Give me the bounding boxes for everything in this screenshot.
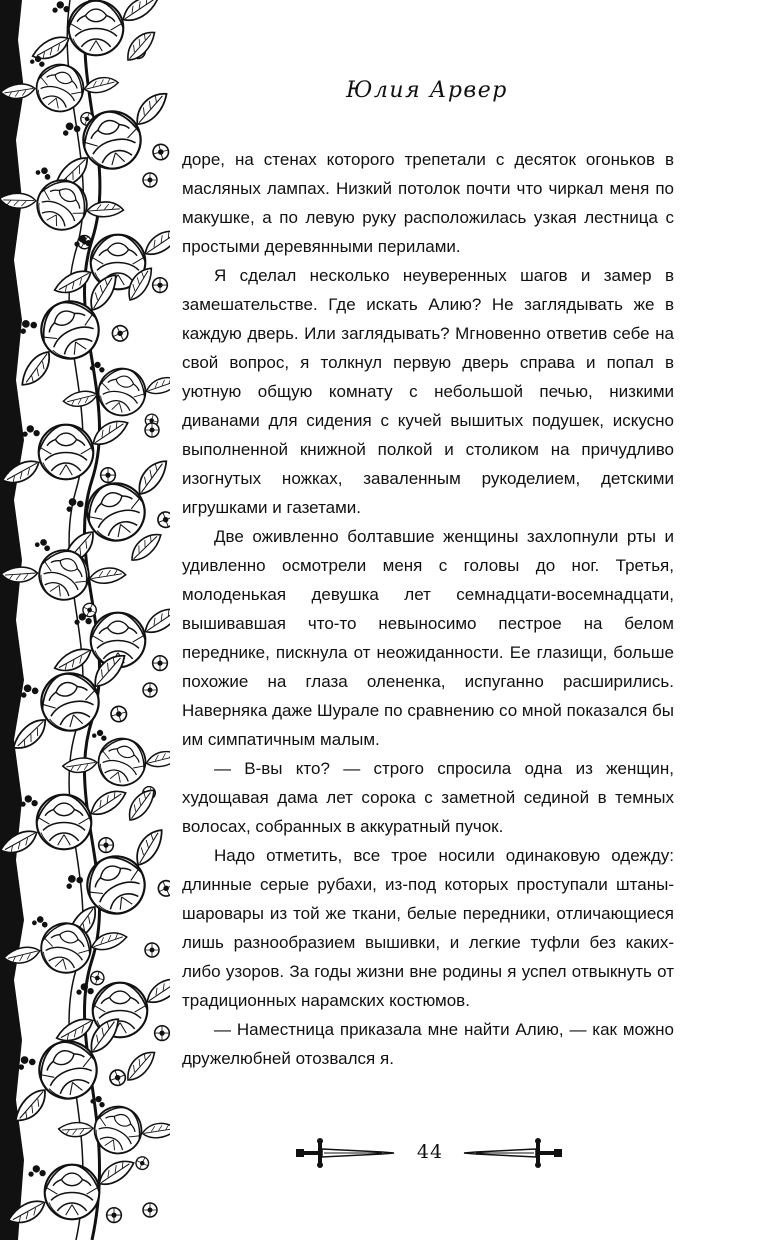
floral-border-ornament bbox=[0, 0, 170, 1240]
dagger-right-icon bbox=[462, 1138, 562, 1172]
paragraph: — В-вы кто? — строго спросила одна из женщин, худощавая дама лет сорока с заметной сединой в темных волосах, собранных в аккуратный пучок. bbox=[182, 759, 674, 836]
paragraph: — Наместница приказала мне найти Алию, — как можно дружелюбней отозвался я. bbox=[182, 1020, 674, 1068]
paragraph: Я сделал несколько неуверенных шагов и замер в замешательстве. Где искать Алию? Не заглядывать же в каждую дверь. Или заглядывать? Мгновенно ответив себе на свой вопрос, я толкнул первую дверь справа и попал в уютную общую комнату с небольшой печью, низкими диванами для сидения с кучей вышитых подушек, искусно выполненной книжной полкой и столиком на причудливо изогнутых ножках, заваленным рукоделием, детскими игрушками и газетами. bbox=[182, 266, 674, 517]
paragraph: Две оживленно болтавшие женщины захлопнули рты и удивленно осмотрели меня с головы до ног. Третья, молоденькая девушка лет семнадцати-восемнадцати, вышивавшая что-то невыносимо пестрое на белом переднике, пискнула от неожиданности. Ее глазищи, больше похожие на глаза олененка, испуганно расширились. Наверняка даже Шурале по сравнению со мной показался бы им симпатичным малым. bbox=[182, 527, 674, 749]
page-footer bbox=[290, 1136, 570, 1172]
running-header-author: Юлия Арвер bbox=[346, 78, 508, 103]
paragraph: Надо отметить, все трое носили одинаковую одежду: длинные серые рубахи, из-под которых проступали штаны-шаровары из той же ткани, белые передники, отличающиеся лишь разнообразием вышивки, и легкие туфли без каких-либо узоров. За годы жизни вне родины я успел отвыкнуть от традиционных нарамских костюмов. bbox=[182, 846, 674, 1010]
page-number: 44 bbox=[416, 1141, 444, 1163]
paragraph: доре, на стенах которого трепетали с десяток огоньков в масляных лампах. Низкий потолок почти что чиркал меня по макушке, а по левую руку расположилась узкая лестница с простыми деревянными перилами. bbox=[182, 150, 674, 256]
body-text bbox=[182, 145, 674, 1073]
